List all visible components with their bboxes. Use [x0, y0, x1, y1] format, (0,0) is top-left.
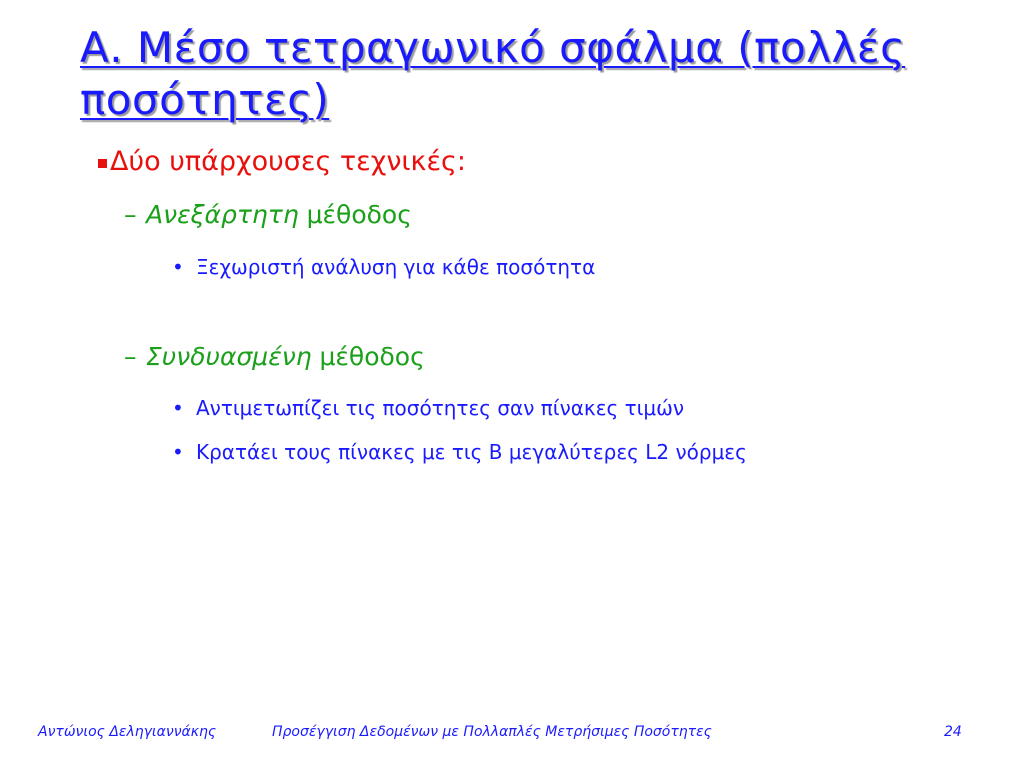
- bullet-text: Δύο υπάρχουσες τεχνικές:: [110, 146, 466, 177]
- square-bullet-icon: [98, 159, 107, 168]
- slide-title-line-1: Α. Μέσο τετραγωνικό σφάλμα (πολλές: [80, 23, 906, 72]
- point-text: Κρατάει τους πίνακες με τις B μεγαλύτερες L2 νόρμες: [196, 440, 747, 464]
- footer-author: Αντώνιος Δεληγιαννάκης: [38, 724, 217, 740]
- bullet-existing-techniques: [98, 146, 466, 177]
- method-combined: [124, 342, 425, 371]
- method-combined-point-2: [172, 440, 747, 464]
- method-independent-point-1: [172, 255, 595, 279]
- dot-bullet-icon: •: [172, 440, 184, 464]
- dash-marker: –: [124, 342, 137, 371]
- dot-bullet-icon: •: [172, 396, 184, 420]
- slide-title-line-2: ποσότητες): [80, 75, 330, 124]
- footer-page-number: 24: [944, 724, 962, 740]
- point-text: Αντιμετωπίζει τις ποσότητες σαν πίνακες τιμών: [196, 396, 685, 420]
- dot-bullet-icon: •: [172, 255, 184, 279]
- point-text: Ξεχωριστή ανάλυση για κάθε ποσότητα: [196, 255, 596, 279]
- dash-marker: –: [124, 200, 137, 229]
- method-name: Ανεξάρτητη: [146, 200, 299, 229]
- method-combined-point-1: [172, 396, 684, 420]
- slide-title: [80, 22, 980, 126]
- method-name: Συνδυασμένη: [146, 342, 312, 371]
- method-suffix: μέθοδος: [311, 342, 425, 371]
- method-suffix: μέθοδος: [298, 200, 412, 229]
- method-independent: [124, 200, 412, 229]
- footer-course-title: Προσέγγιση Δεδομένων με Πολλαπλές Μετρήσιμες Ποσότητες: [272, 724, 712, 740]
